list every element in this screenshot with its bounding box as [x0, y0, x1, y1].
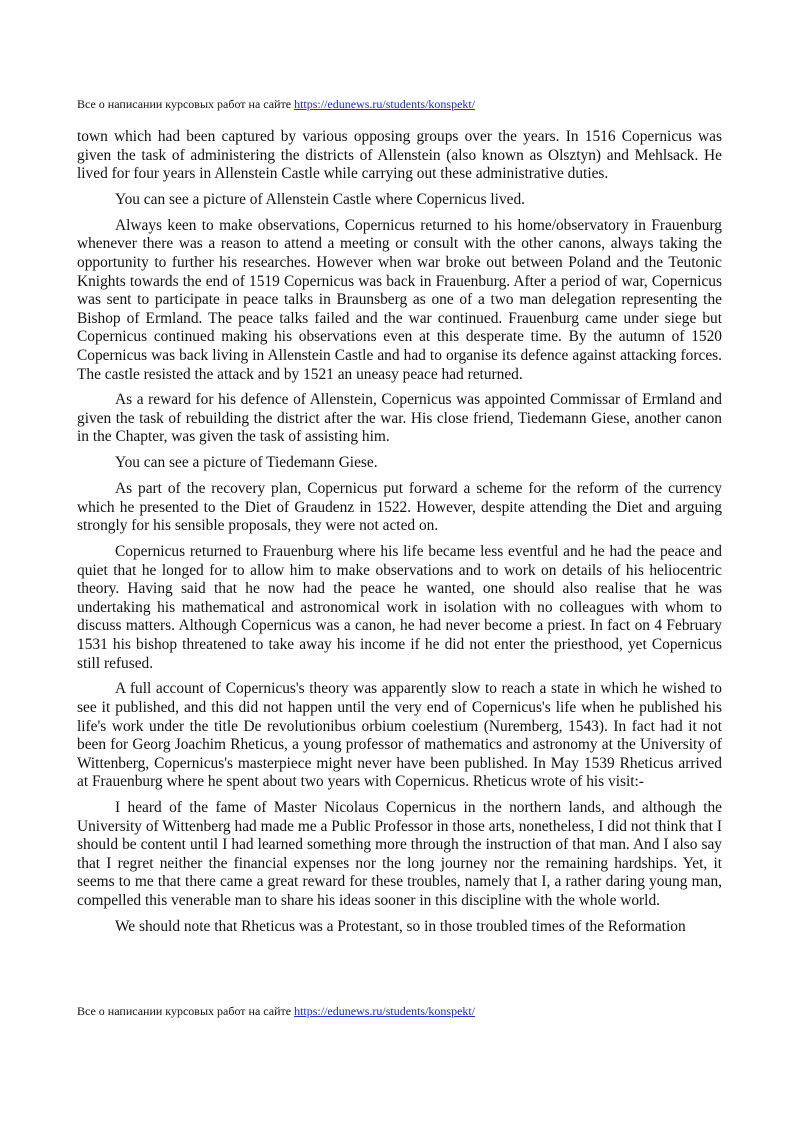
- paragraph-7: Copernicus returned to Frauenburg where his life became less eventful and he had the peace and quiet that he longed for to allow him to make observations and to work on details of his heliocentric theory. Having said that he now had the peace he wanted, one should also realise that he was undertaking his mathematical and astronomical work in isolation with no colleagues with whom to discuss matters. Although Copernicus was a canon, he had never become a priest. In fact on 4 February 1531 his bishop threatened to take away his income if he did not enter the priesthood, yet Copernicus still refused.: [77, 543, 722, 672]
- paragraph-4: As a reward for his defence of Allenstein, Copernicus was appointed Commissar of Ermland and given the task of rebuilding the district after the war. His close friend, Tiedemann Giese, another canon in the Chapter, was given the task of assisting him.: [77, 391, 722, 446]
- paragraph-10: We should note that Rheticus was a Protestant, so in those troubled times of the Reformation: [115, 917, 686, 935]
- quote-paragraph: I heard of the fame of Master Nicolaus Copernicus in the northern lands, and although the University of Wittenberg had made me a Public Professor in those arts, nonetheless, I did not think that I should be content until I had learned something more through the instruction of that man. And I also say that I regret neither the financial expenses nor the long journey nor the remaining hardships. Yet, it seems to me that there came a great reward for these troubles, namely that I, a rather daring young man, compelled this venerable man to share his ideas sooner in this discipline with the whole world.: [77, 799, 722, 910]
- paragraph-3: Always keen to make observations, Copernicus returned to his home/observatory in Frauenburg whenever there was a reason to attend a meeting or consult with the other canons, always taking the opportunity to further his researches. However when war broke out between Poland and the Teutonic Knights towards the end of 1519 Copernicus was back in Frauenburg. After a period of war, Copernicus was sent to participate in peace talks in Braunsberg as one of a two man delegation representing the Bishop of Ermland. The peace talks failed and the war continued. Frauenburg came under siege but Copernicus continued making his observations even at this desperate time. By the autumn of 1520 Copernicus was back living in Allenstein Castle and had to organise its defence against attacking forces. The castle resisted the attack and by 1521 an uneasy peace had returned.: [77, 216, 722, 383]
- paragraph-8: A full account of Copernicus's theory was apparently slow to reach a state in which he wished to see it published, and this did not happen until the very end of Copernicus's life when he published his life's work under the title De revolutionibus orbium coelestium (Nuremberg, 1543). In fact had it not been for Georg Joachim Rheticus, a young professor of mathematics and astronomy at the University of Wittenberg, Copernicus's masterpiece might never have been published. In May 1539 Rheticus arrived at Frauenburg where he spent about two years with Copernicus. Rheticus wrote of his visit:-: [77, 680, 722, 791]
- paragraph-1: town which had been captured by various opposing groups over the years. In 1516 Copernicus was given the task of administering the districts of Allenstein (also known as Olsztyn) and Mehlsack. He lived for four years in Allenstein Castle while carrying out these administrative duties.: [77, 128, 722, 183]
- paragraph-6: As part of the recovery plan, Copernicus put forward a scheme for the reform of the currency which he presented to the Diet of Graudenz in 1522. However, despite attending the Diet and arguing strongly for his sensible proposals, they were not acted on.: [77, 480, 722, 535]
- header-text: Все о написании курсовых работ на сайте: [77, 97, 295, 111]
- header-link[interactable]: https://edunews.ru/students/konspekt/: [294, 97, 476, 111]
- document-body: [77, 128, 722, 944]
- footer-link[interactable]: https://edunews.ru/students/konspekt/: [294, 1004, 476, 1018]
- paragraph-2: You can see a picture of Allenstein Castle where Copernicus lived.: [115, 190, 526, 208]
- footer-text: Все о написании курсовых работ на сайте: [77, 1004, 295, 1018]
- page-header: [77, 97, 723, 112]
- paragraph-5: You can see a picture of Tiedemann Giese.: [115, 454, 378, 472]
- page-footer: [77, 1004, 723, 1019]
